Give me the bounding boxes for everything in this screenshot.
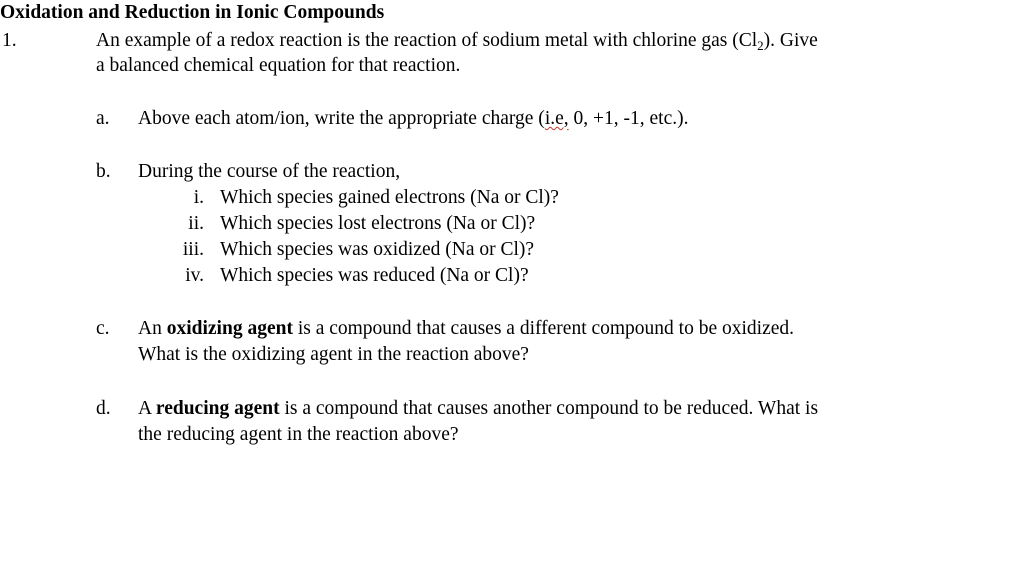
question-line-1-text: An example of a redox reaction is the reaction of sodium metal with chlorine gas (Cl	[96, 30, 758, 51]
part-c-line-2: What is the oxidizing agent in the reaction above?	[138, 344, 529, 365]
part-b-item-numeral: iii.	[182, 239, 204, 260]
chlorine-subscript: 2	[757, 38, 764, 53]
part-d-line-1-start: A	[138, 398, 156, 419]
part-a-text-start: Above each atom/ion, write the appropriate charge (	[138, 108, 545, 129]
part-d-line-1-end: is a compound that causes another compound to be reduced. What is	[279, 398, 819, 419]
part-b-marker: b.	[96, 161, 111, 182]
part-b-item-numeral: ii.	[188, 213, 204, 234]
part-b-item-text: Which species gained electrons (Na or Cl)?	[220, 187, 559, 208]
part-c-line-1	[138, 317, 794, 341]
part-b-intro: During the course of the reaction,	[138, 161, 401, 182]
part-b-item-numeral: iv.	[185, 265, 204, 286]
part-c-line-1-start: An	[138, 318, 167, 339]
part-d-line-1	[138, 397, 818, 421]
part-b-item-numeral: i.	[193, 187, 204, 208]
part-a-marker: a.	[96, 108, 110, 129]
question-number: 1.	[2, 30, 17, 51]
part-b-item-text: Which species lost electrons (Na or Cl)?	[220, 213, 536, 234]
oxidizing-agent-term: oxidizing agent	[166, 318, 293, 339]
part-a-text-end: 0, +1, -1, etc.).	[568, 108, 689, 129]
page-title: Oxidation and Reduction in Ionic Compounds	[0, 2, 385, 23]
spellcheck-flagged-word: i.e,	[544, 108, 569, 129]
part-c-line-1-end: is a compound that causes a different compound to be oxidized.	[292, 318, 795, 339]
question-line-1-end: ). Give	[763, 30, 818, 51]
part-d-line-2: the reducing agent in the reaction above?	[138, 424, 459, 445]
question-line-2: a balanced chemical equation for that reaction.	[96, 55, 461, 76]
part-d-marker: d.	[96, 398, 111, 419]
reducing-agent-term: reducing agent	[155, 398, 280, 419]
part-b-item-text: Which species was oxidized (Na or Cl)?	[220, 239, 535, 260]
part-b-item-text: Which species was reduced (Na or Cl)?	[220, 265, 529, 286]
part-c-marker: c.	[96, 318, 110, 339]
part-a-text	[138, 107, 688, 131]
